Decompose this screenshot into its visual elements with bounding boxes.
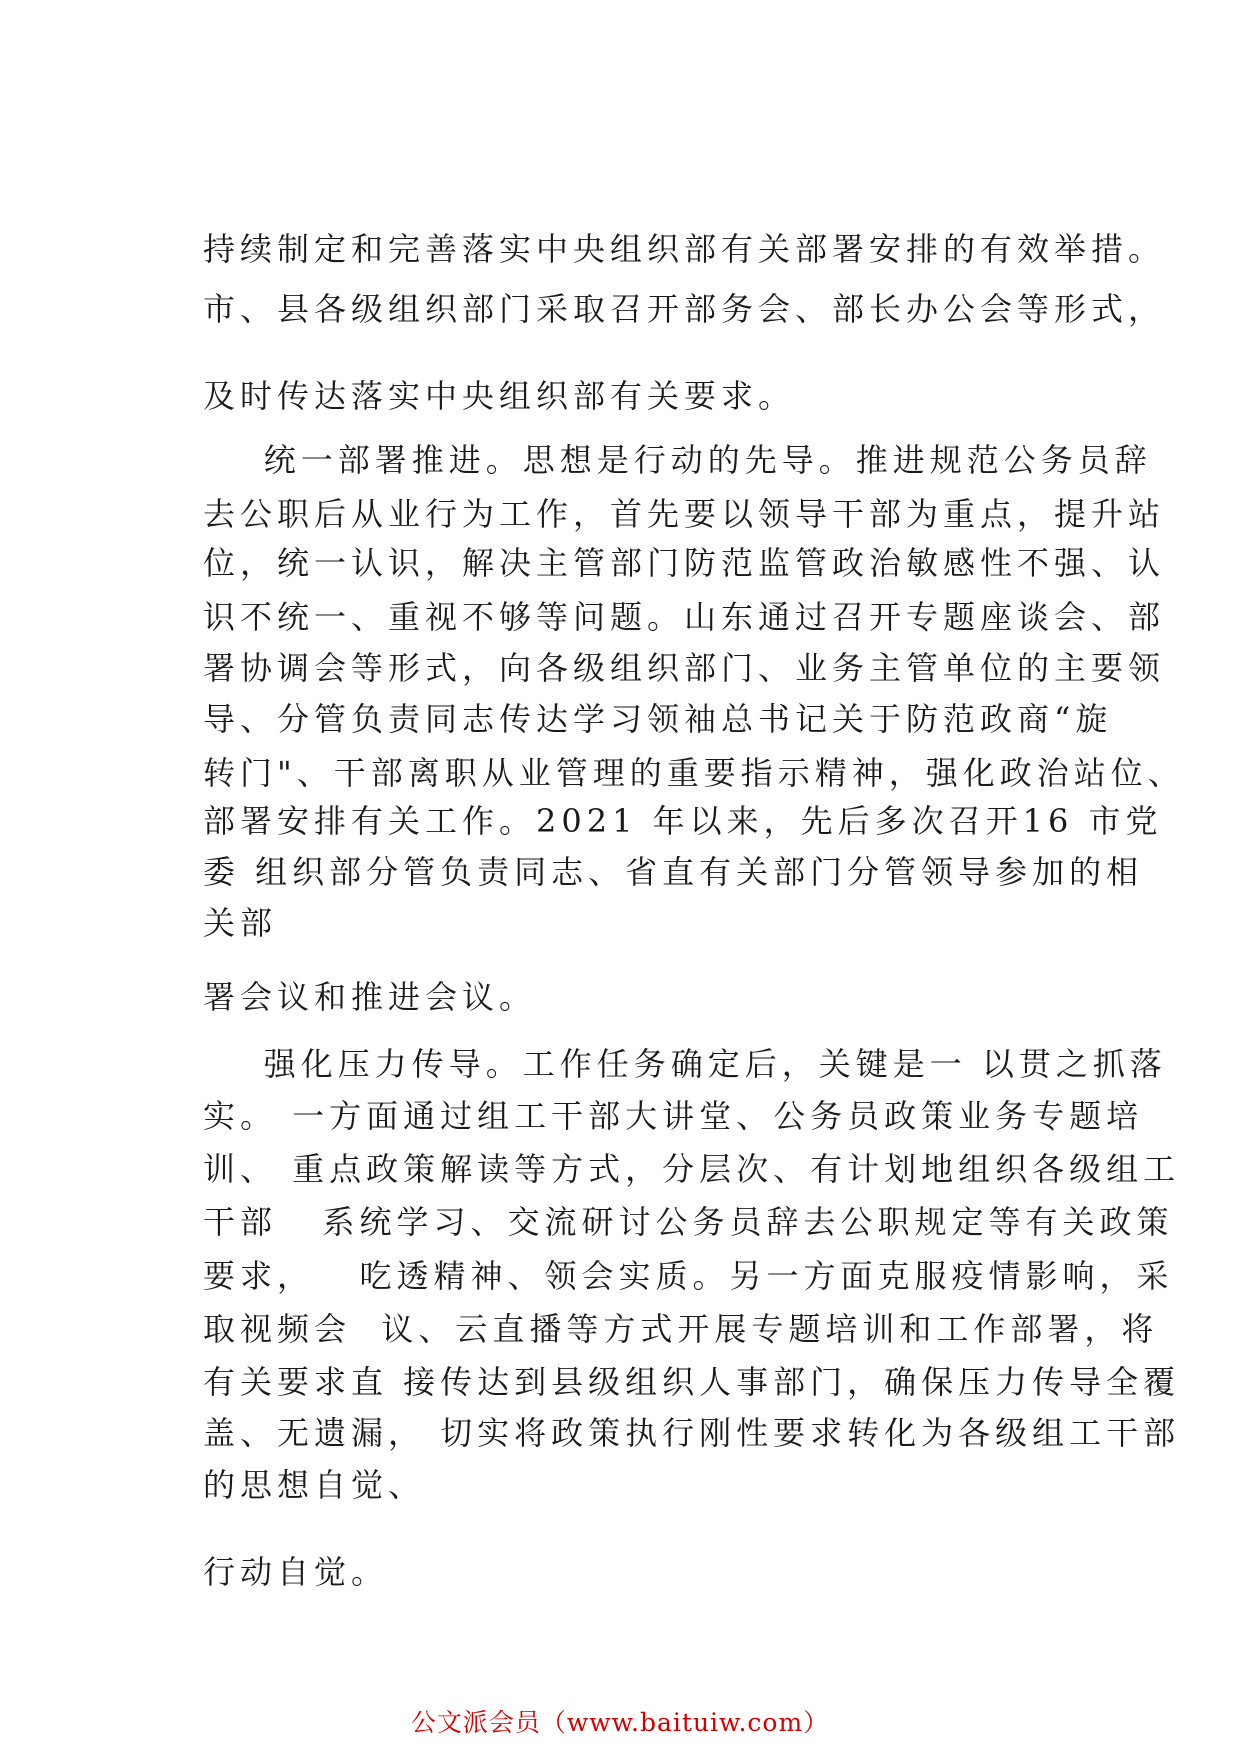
text-line: 署协调会等形式，向各级组织部门、业务主管单位的主要领: [203, 649, 1166, 687]
text-line: 训、 重点政策解读等方式，分层次、有计划地组织各级组工: [203, 1150, 1181, 1188]
text-line: 持续制定和完善落实中央组织部有关部署安排的有效举措。: [203, 230, 1166, 268]
footer-watermark: 公文派会员（www.baituiw.com）: [410, 1708, 830, 1737]
text-line: 要求， 吃透精神、领会实质。另一方面克服疫情影响，采: [203, 1257, 1174, 1295]
text-line: 统一部署推进。思想是行动的先导。推进规范公务员辞: [203, 441, 1152, 479]
text-line: 导、分管负责同志传达学习领袖总书记关于防范政商“旋: [203, 700, 1113, 738]
text-line: 及时传达落实中央组织部有关要求。: [203, 377, 796, 415]
text-line: 识不统一、重视不够等问题。山东通过召开专题座谈会、部: [203, 598, 1166, 636]
text-line: 市、县各级组织部门采取召开部务会、部长办公会等形式，: [203, 290, 1166, 328]
text-line: 盖、无遗漏， 切实将政策执行刚性要求转化为各级组工干部: [203, 1414, 1181, 1452]
text-line: 行动自觉。: [203, 1553, 389, 1591]
text-line: 去公职后从业行为工作，首先要以领导干部为重点，提升站: [203, 495, 1166, 533]
text-line: 部署安排有关工作。2021 年以来，先后多次召开16 市党: [203, 802, 1163, 840]
text-line: 有关要求直 接传达到县级组织人事部门，确保压力传导全覆: [203, 1363, 1181, 1401]
text-line: 位，统一认识，解决主管部门防范监管政治敏感性不强、认: [203, 544, 1166, 582]
text-line: 取视频会 议、云直播等方式开展专题培训和工作部署，将: [203, 1310, 1159, 1348]
text-line: 的思想自觉、: [203, 1466, 426, 1504]
text-line: 转门"、干部离职从业管理的重要指示精神，强化政治站位、: [203, 754, 1185, 792]
text-line: 实。 一方面通过组工干部大讲堂、公务员政策业务专题培: [203, 1097, 1144, 1135]
text-line: 强化压力传导。工作任务确定后，关键是一 以贯之抓落: [203, 1045, 1167, 1083]
text-line: 署会议和推进会议。: [203, 978, 537, 1016]
text-line: 干部 系统学习、交流研讨公务员辞去公职规定等有关政策: [203, 1203, 1174, 1241]
text-line: 关部: [203, 904, 278, 942]
text-line: 委 组织部分管负责同志、省直有关部门分管领导参加的相: [203, 853, 1144, 891]
